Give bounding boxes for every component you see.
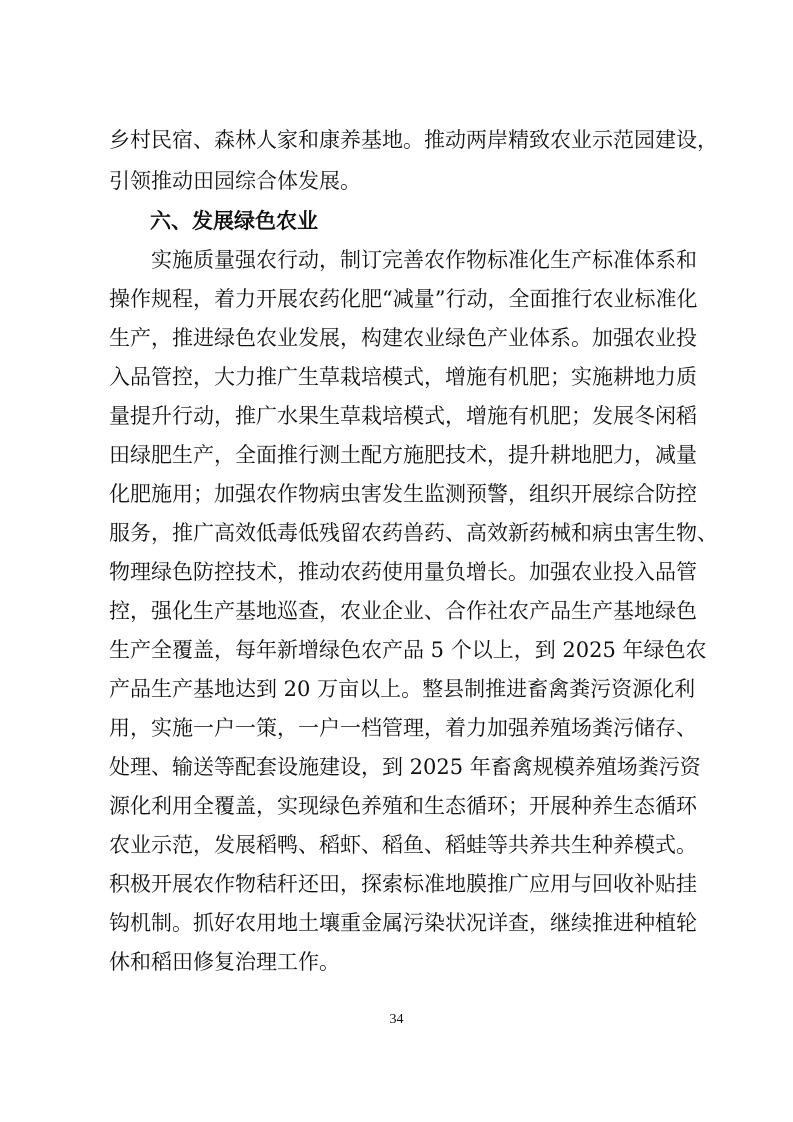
- body-line: 物理绿色防控技术，推动农药使用量负增长。加强农业投入品管: [109, 560, 697, 584]
- section-heading: 六、发展绿色农业: [150, 208, 318, 233]
- body-line: 产品生产基地达到 20 万亩以上。整县制推进畜禽粪污资源化利: [109, 677, 696, 701]
- body-line: 生产全覆盖，每年新增绿色农产品 5 个以上，到 2025 年绿色农: [109, 638, 707, 662]
- body-line: 源化利用全覆盖，实现绿色养殖和生态循环；开展种养生态循环: [109, 794, 697, 818]
- body-line: 量提升行动，推广水果生草栽培模式，增施有机肥；发展冬闲稻: [109, 404, 697, 428]
- body-line: 化肥施用；加强农作物病虫害发生监测预警，组织开展综合防控: [109, 482, 697, 506]
- body-line: 田绿肥生产，全面推行测土配方施肥技术，提升耕地肥力，减量: [109, 443, 697, 467]
- body-line: 钩机制。抓好农用地土壤重金属污染状况详查，继续推进种植轮: [109, 911, 697, 935]
- body-line: 处理、输送等配套设施建设，到 2025 年畜禽规模养殖场粪污资: [109, 755, 701, 779]
- body-line: 农业示范，发展稻鸭、稻虾、稻鱼、稻蛙等共养共生种养模式。: [109, 833, 697, 857]
- body-line: 用，实施一户一策，一户一档管理，着力加强养殖场粪污储存、: [109, 716, 697, 740]
- body-line: 实施质量强农行动，制订完善农作物标准化生产标准体系和: [109, 248, 697, 272]
- body-line: 积极开展农作物秸秆还田，探索标准地膜推广应用与回收补贴挂: [109, 872, 697, 896]
- page-number: 34: [389, 1012, 404, 1027]
- body-line: 入品管控，大力推广生草栽培模式，增施有机肥；实施耕地力质: [109, 365, 697, 389]
- body-line: 操作规程，着力开展农药化肥“减量”行动，全面推行农业标准化: [109, 287, 698, 311]
- body-line: 生产，推进绿色农业发展，构建农业绿色产业体系。加强农业投: [109, 326, 697, 350]
- intro-line-2: 引领推动田园综合体发展。: [109, 169, 361, 193]
- body-line: 服务，推广高效低毒低残留农药兽药、高效新药械和病虫害生物、: [109, 521, 718, 545]
- body-line: 休和稻田修复治理工作。: [109, 950, 340, 974]
- intro-line-1: 乡村民宿、森林人家和康养基地。推动两岸精致农业示范园建设，: [109, 128, 718, 152]
- body-line: 控，强化生产基地巡查，农业企业、合作社农产品生产基地绿色: [109, 599, 697, 623]
